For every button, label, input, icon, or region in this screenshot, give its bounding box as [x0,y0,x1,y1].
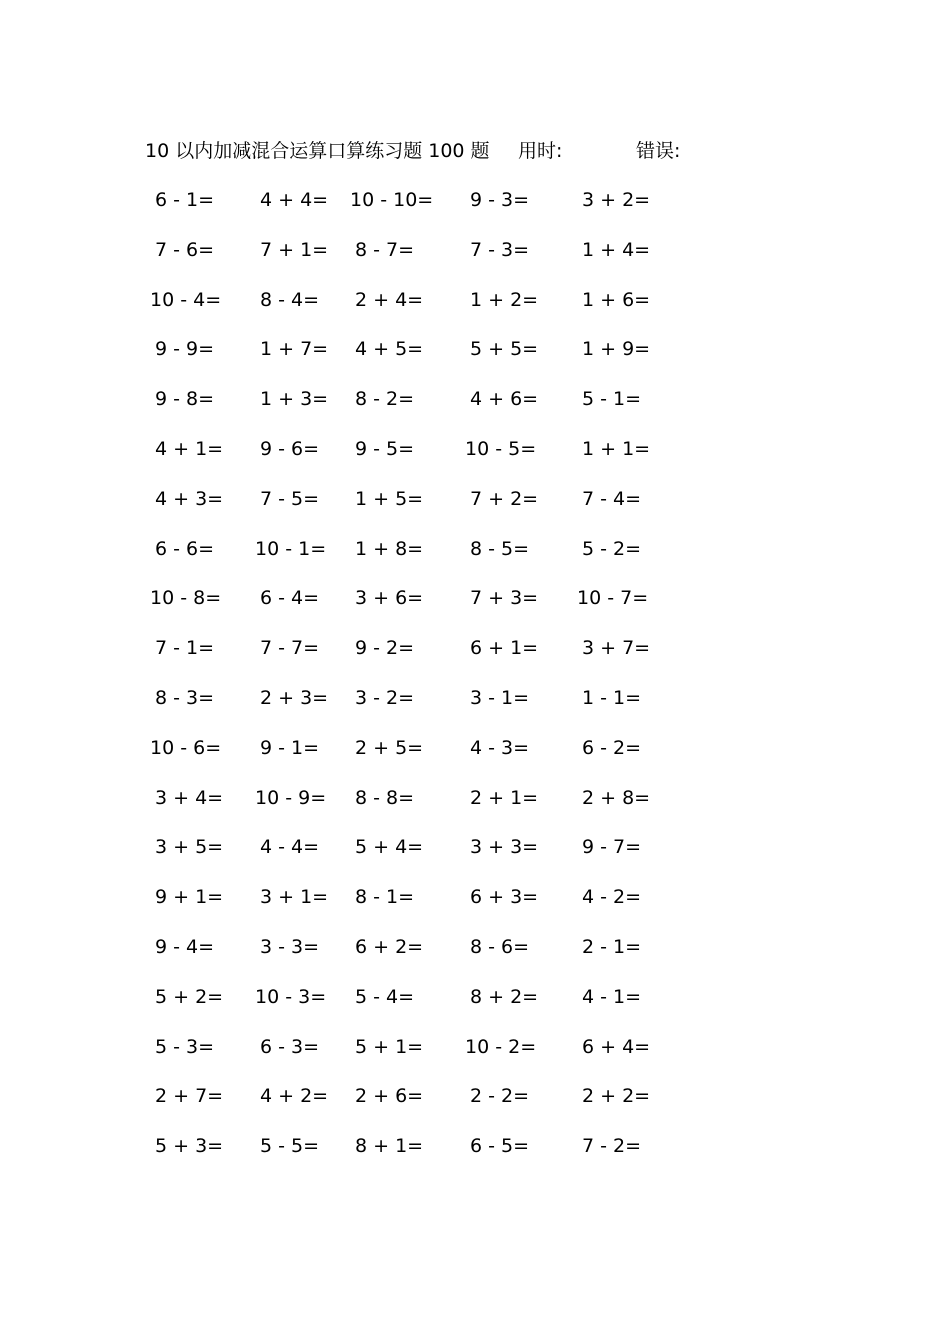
problem-row [150,1132,670,1182]
problem-cell: 10 - 10= [350,189,434,211]
problem-cell: 2 + 3= [260,686,329,709]
problem-cell: 3 - 2= [355,686,415,709]
problem-cell: 3 + 5= [155,836,224,859]
problem-cell: 7 - 3= [470,238,530,261]
problem-cell: 3 + 6= [355,587,424,610]
problem-cell: 7 + 2= [470,487,539,510]
problem-cell: 1 + 3= [260,388,329,411]
problem-cell: 8 - 8= [355,786,415,809]
problem-row [150,1082,670,1132]
problem-cell: 2 + 4= [355,288,424,311]
problem-cell: 8 - 2= [355,388,415,411]
problem-cell: 5 - 1= [582,388,642,411]
problem-cell: 6 - 5= [470,1135,530,1158]
problem-cell: 6 + 3= [470,886,539,909]
problem-cell: 6 + 1= [470,637,539,660]
problem-cell: 8 - 4= [260,288,320,311]
problem-cell: 9 - 3= [470,189,530,211]
problem-cell: 9 - 6= [260,437,320,460]
problem-cell: 7 + 1= [260,238,329,261]
problem-cell: 5 - 3= [155,1035,215,1058]
problem-cell: 5 + 1= [355,1035,424,1058]
problem-cell: 6 + 2= [355,935,424,958]
problem-cell: 4 + 3= [155,487,224,510]
problem-row [150,933,670,983]
problem-cell: 5 - 4= [355,985,415,1008]
problem-cell: 10 - 2= [465,1035,537,1058]
problem-row [150,186,670,236]
problem-cell: 5 - 5= [260,1135,320,1158]
problem-cell: 7 - 5= [260,487,320,510]
problem-cell: 2 + 1= [470,786,539,809]
problem-cell: 9 - 5= [355,437,415,460]
problem-cell: 9 - 1= [260,736,320,759]
problem-cell: 8 - 1= [355,886,415,909]
problem-cell: 6 - 2= [582,736,642,759]
problem-cell: 10 - 5= [465,437,537,460]
problem-cell: 9 + 1= [155,886,224,909]
problem-cell: 5 + 2= [155,985,224,1008]
problem-cell: 10 - 9= [255,786,327,809]
problem-cell: 1 + 2= [470,288,539,311]
problem-cell: 10 - 1= [255,537,327,560]
problem-cell: 7 - 6= [155,238,215,261]
problem-row [150,634,670,684]
problem-cell: 6 - 1= [155,189,215,211]
problem-cell: 4 + 4= [260,189,329,211]
problem-row [150,485,670,535]
time-label: 用时: [518,140,563,162]
problem-row [150,584,670,634]
problem-cell: 2 + 5= [355,736,424,759]
problem-cell: 6 + 4= [582,1035,651,1058]
problem-row [150,335,670,385]
problem-cell: 1 - 1= [582,686,642,709]
problem-cell: 3 + 4= [155,786,224,809]
problem-cell: 6 - 4= [260,587,320,610]
worksheet-title: 10 以内加减混合运算口算练习题 100 题 [145,140,490,162]
problem-cell: 8 - 6= [470,935,530,958]
problem-cell: 4 + 6= [470,388,539,411]
problem-cell: 10 - 8= [150,587,222,610]
problem-cell: 10 - 4= [150,288,222,311]
problem-cell: 9 - 2= [355,637,415,660]
problem-cell: 8 - 7= [355,238,415,261]
problem-cell: 2 + 7= [155,1085,224,1108]
problem-row [150,833,670,883]
problem-cell: 3 + 2= [582,189,651,211]
problem-cell: 4 + 5= [355,338,424,361]
problem-cell: 3 + 1= [260,886,329,909]
problem-row [150,983,670,1033]
problem-cell: 4 - 1= [582,985,642,1008]
problem-cell: 4 - 3= [470,736,530,759]
problem-cell: 2 - 2= [470,1085,530,1108]
problem-cell: 3 - 3= [260,935,320,958]
problem-cell: 1 + 9= [582,338,651,361]
problem-row [150,734,670,784]
problem-cell: 3 + 7= [582,637,651,660]
problem-cell: 2 + 6= [355,1085,424,1108]
problem-cell: 7 - 1= [155,637,215,660]
problem-cell: 9 - 9= [155,338,215,361]
problem-cell: 1 + 7= [260,338,329,361]
problem-cell: 6 - 6= [155,537,215,560]
problem-cell: 7 - 7= [260,637,320,660]
problem-cell: 5 + 5= [470,338,539,361]
problem-row [150,1033,670,1083]
problem-cell: 3 + 3= [470,836,539,859]
problem-cell: 5 + 3= [155,1135,224,1158]
problem-cell: 10 - 7= [577,587,649,610]
problem-cell: 7 - 4= [582,487,642,510]
problem-cell: 8 - 5= [470,537,530,560]
problem-row [150,883,670,933]
problem-row [150,535,670,585]
problem-cell: 1 + 6= [582,288,651,311]
problem-cell: 1 + 1= [582,437,651,460]
problem-cell: 4 + 1= [155,437,224,460]
problem-cell: 9 - 4= [155,935,215,958]
problem-cell: 4 - 2= [582,886,642,909]
problem-row [150,385,670,435]
problem-row [150,435,670,485]
problem-cell: 3 - 1= [470,686,530,709]
problem-grid [150,186,670,1182]
problem-row [150,286,670,336]
problem-cell: 2 - 1= [582,935,642,958]
errors-label: 错误: [636,140,681,162]
problem-cell: 2 + 8= [582,786,651,809]
problem-cell: 8 + 2= [470,985,539,1008]
problem-cell: 6 - 3= [260,1035,320,1058]
problem-cell: 9 - 8= [155,388,215,411]
problem-row [150,784,670,834]
problem-row [150,236,670,286]
problem-cell: 1 + 5= [355,487,424,510]
problem-cell: 1 + 4= [582,238,651,261]
problem-cell: 10 - 3= [255,985,327,1008]
problem-cell: 9 - 7= [582,836,642,859]
problem-cell: 5 + 4= [355,836,424,859]
problem-cell: 4 + 2= [260,1085,329,1108]
problem-cell: 8 + 1= [355,1135,424,1158]
problem-cell: 2 + 2= [582,1085,651,1108]
problem-cell: 8 - 3= [155,686,215,709]
problem-cell: 7 - 2= [582,1135,642,1158]
problem-cell: 10 - 6= [150,736,222,759]
problem-cell: 7 + 3= [470,587,539,610]
problem-cell: 5 - 2= [582,537,642,560]
problem-cell: 1 + 8= [355,537,424,560]
problem-cell: 4 - 4= [260,836,320,859]
problem-row [150,684,670,734]
